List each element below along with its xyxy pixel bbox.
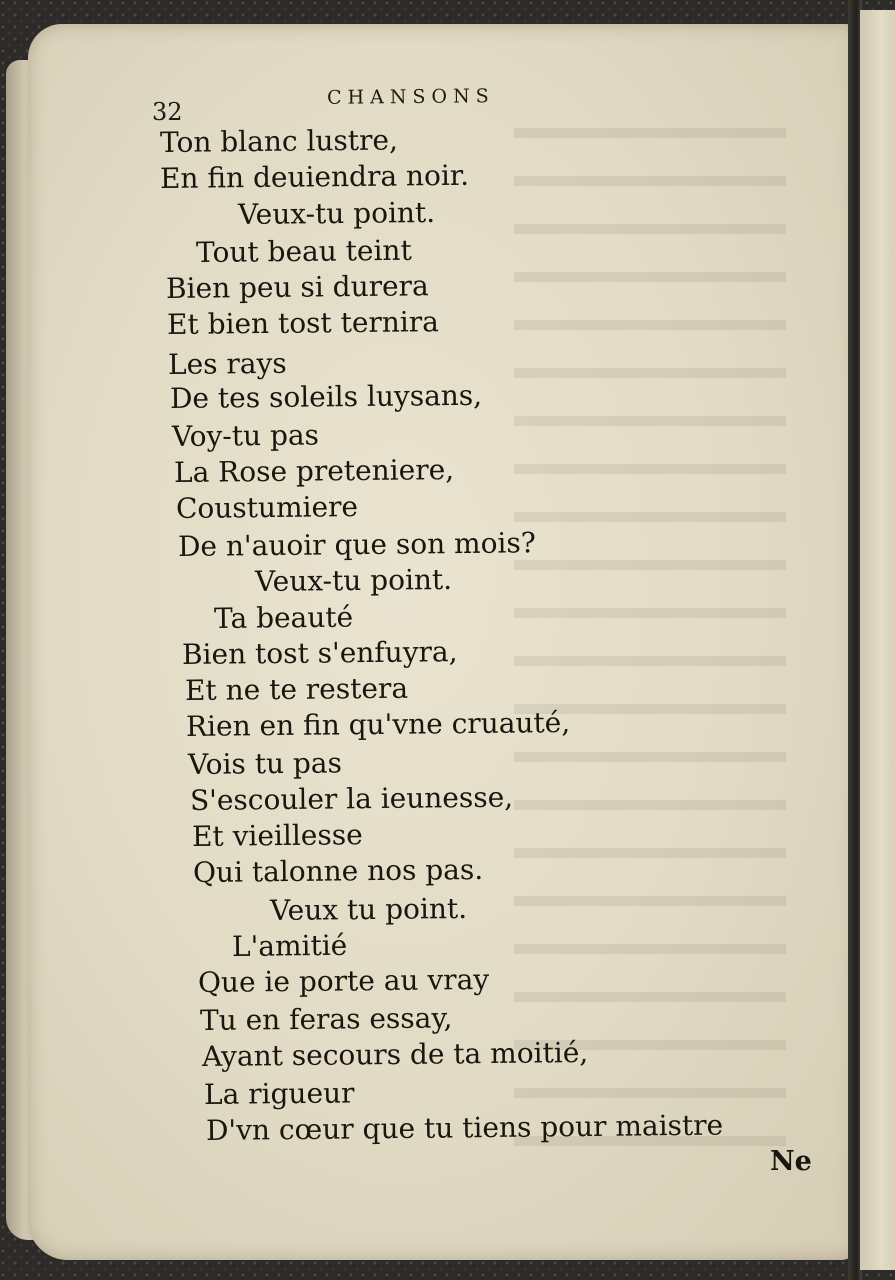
verse-line: Veux-tu point. [254, 562, 453, 598]
verse-line: Veux-tu point. [237, 195, 436, 231]
verse-line: D'vn cœur que tu tiens pour maistre [205, 1108, 724, 1147]
verse-line: Et vieillesse [191, 818, 363, 853]
verse-line: Et bien tost ternira [166, 305, 440, 341]
verse-line: Les rays [167, 346, 287, 381]
verse-line: Ton blanc lustre, [159, 123, 399, 159]
verse-line: S'escouler la ieunesse, [189, 780, 514, 817]
verse-line: Qui talonne nos pas. [192, 852, 484, 889]
verse-line: Voy-tu pas [171, 418, 320, 453]
verse-line: Vois tu pas [187, 746, 343, 781]
page-number: 32 [152, 98, 183, 126]
verse-line: Rien en fin qu'vne cruauté, [185, 705, 571, 743]
verse-line: Et ne te restera [184, 671, 409, 707]
verse-line: La rigueur [203, 1076, 355, 1111]
verse-line: Tout beau teint [195, 233, 412, 269]
verse-line: L'amitié [231, 928, 348, 963]
verse-line: De tes soleils luysans, [169, 378, 483, 415]
facing-page-edge [860, 10, 895, 1270]
show-through-text [480, 90, 820, 1150]
catchword: Ne [770, 1146, 812, 1177]
verse-line: Coustumiere [175, 490, 359, 525]
verse-line: Tu en feras essay, [199, 1001, 453, 1037]
verse-line: Que ie porte au vray [197, 962, 490, 999]
running-head: CHANSONS [326, 85, 495, 109]
verse-line: Veux tu point. [269, 891, 468, 927]
verse-line: De n'auoir que son mois? [177, 526, 536, 563]
verse-line: Ayant secours de ta moitié, [201, 1035, 589, 1073]
verse-line: La Rose preteniere, [173, 453, 455, 489]
verse-line: En fin deuiendra noir. [159, 158, 470, 195]
verse-line: Bien tost s'enfuyra, [181, 635, 458, 671]
verse-line: Ta beauté [213, 600, 354, 635]
verse-line: Bien peu si durera [165, 269, 429, 305]
